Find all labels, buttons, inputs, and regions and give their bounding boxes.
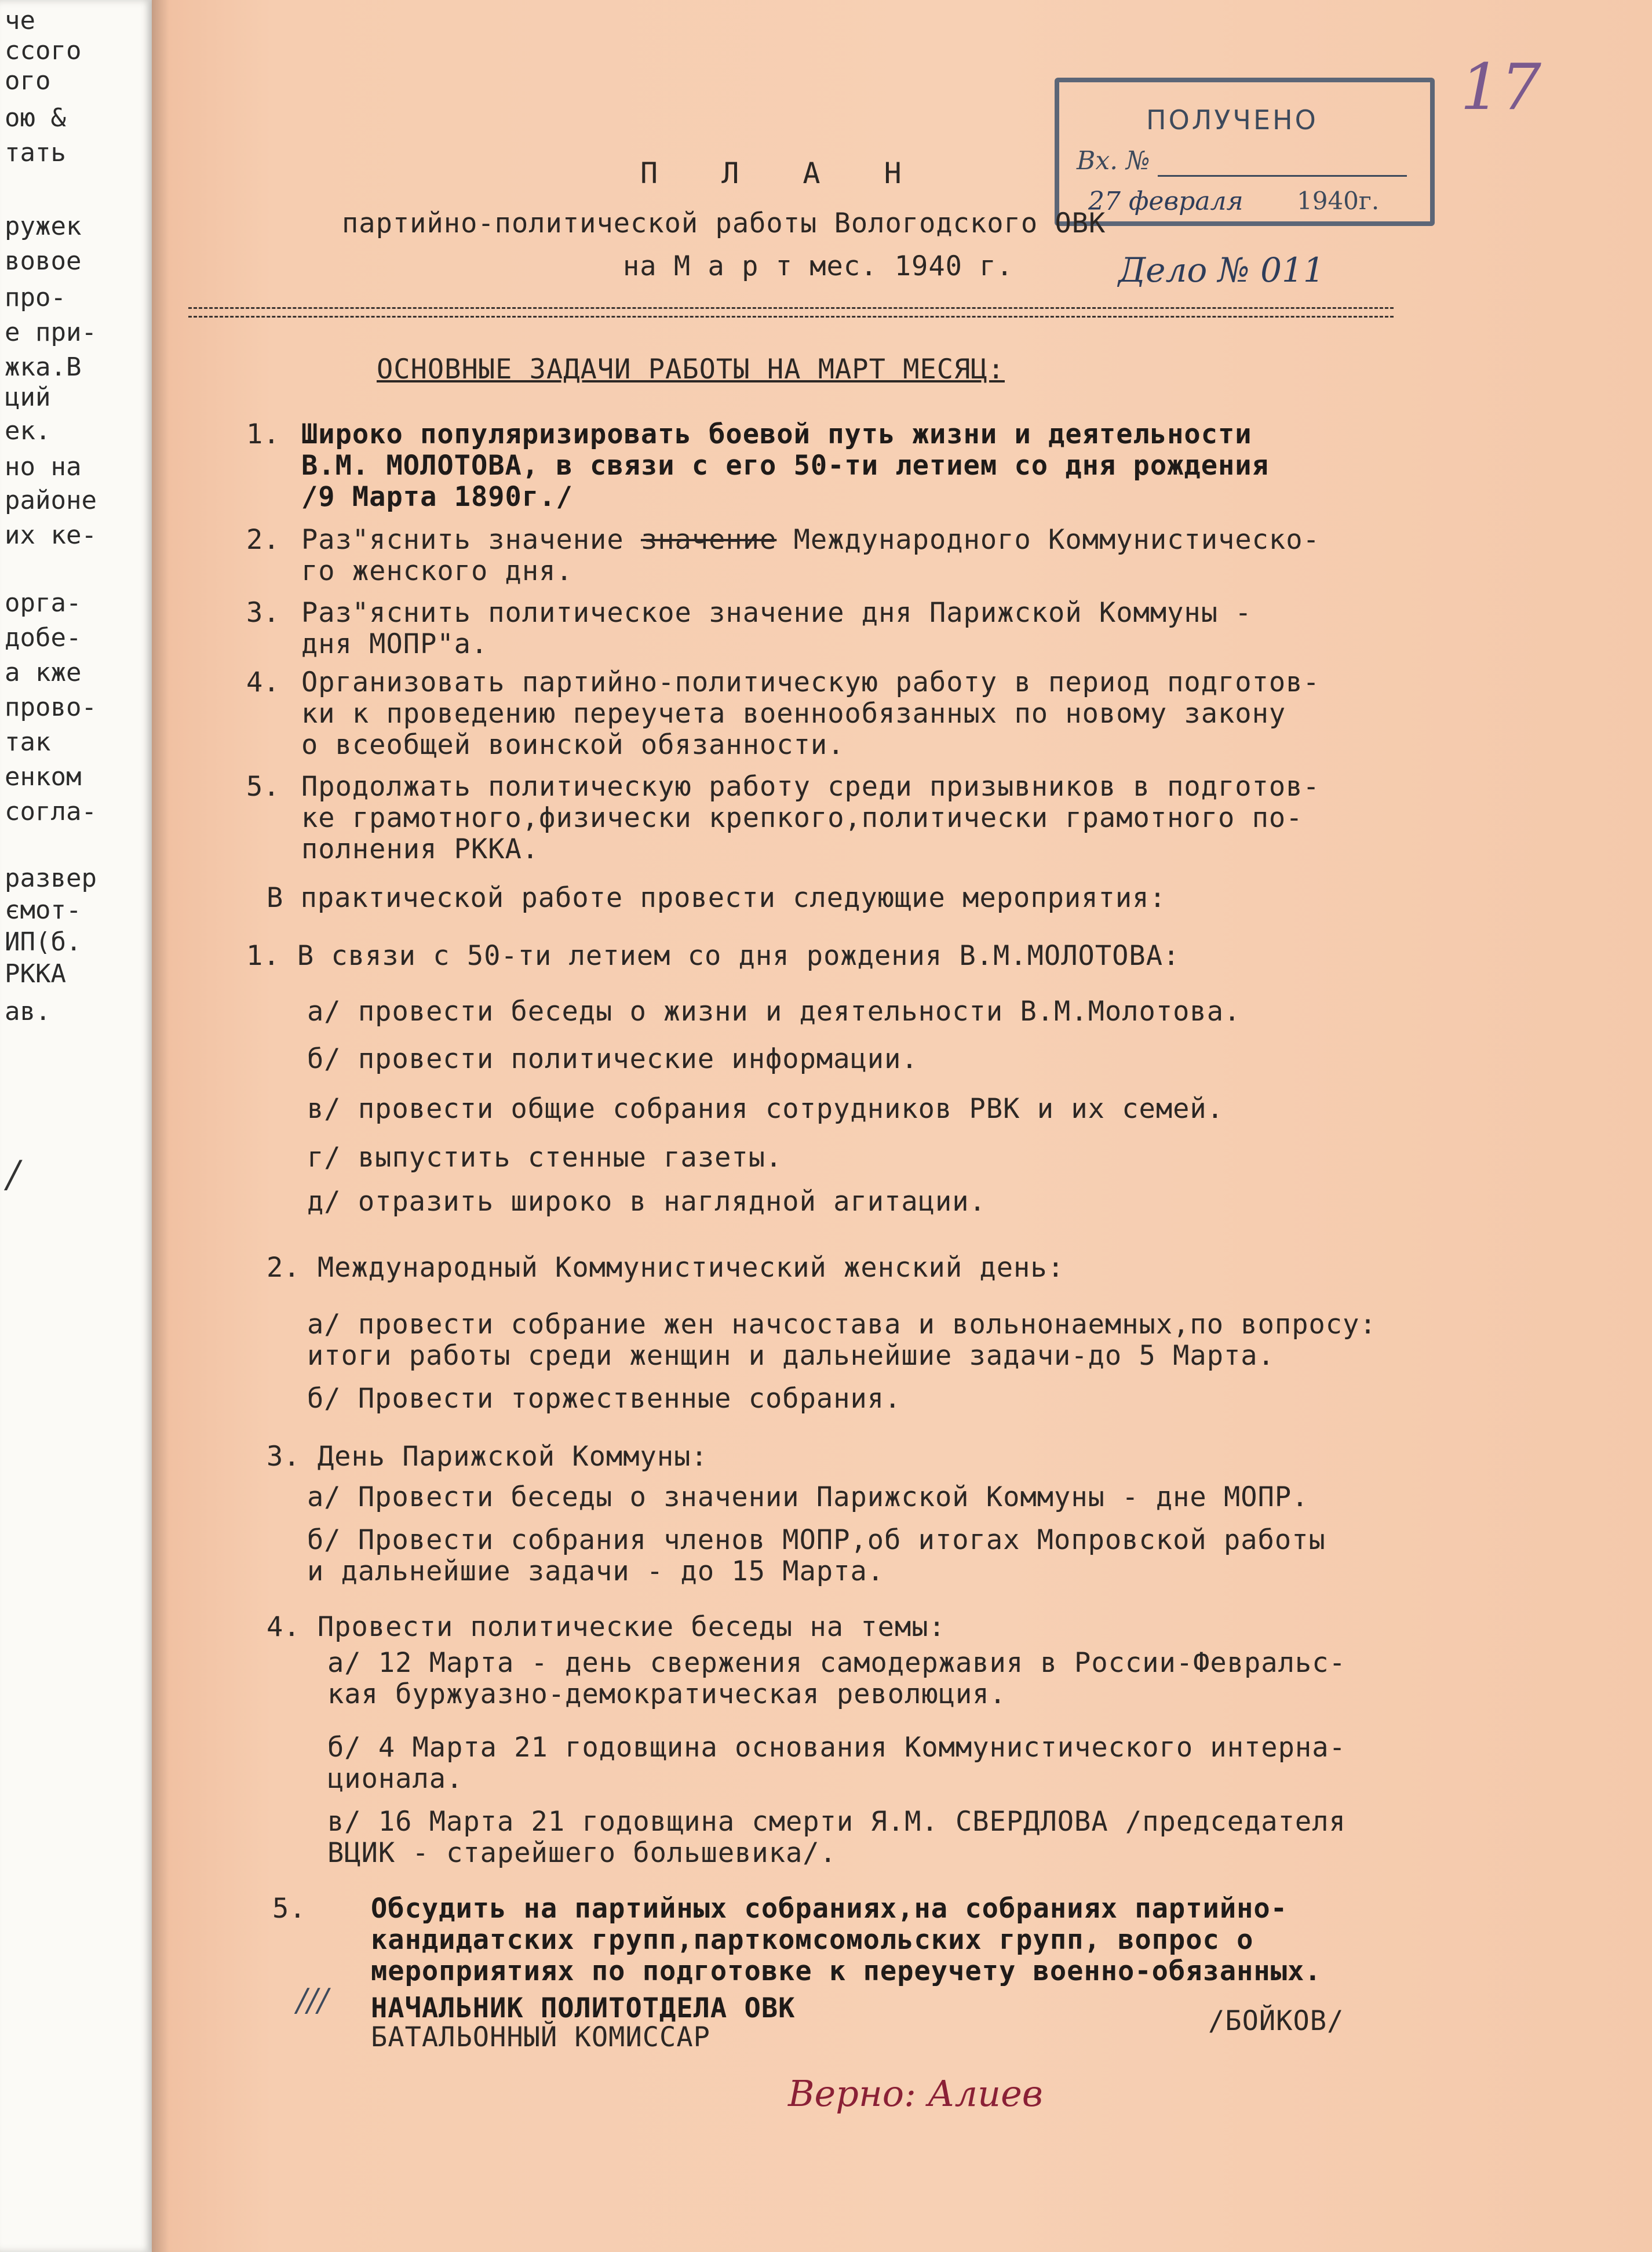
stamp-incoming-number-label: Вх. № (1077, 146, 1150, 176)
left-fragment: добе- (5, 623, 82, 653)
document-title: П Л А Н (640, 156, 925, 190)
left-fragment: согла- (5, 797, 97, 826)
left-fragment: енком (5, 762, 82, 792)
section-item: ВЦИК - старейшего большевика/. (327, 1837, 837, 1869)
task-line: Широко популяризировать боевой путь жизни и деятельности (301, 418, 1252, 450)
left-fragment: про- (5, 283, 66, 312)
certification-signature: Верно: Алиев (788, 2072, 1043, 2115)
signature-name: /БОЙКОВ/ (1208, 2005, 1344, 2037)
left-fragment: ою & (5, 103, 66, 133)
section-item: кая буржуазно-демократическая революция. (327, 1678, 1006, 1710)
stamp-date: 27 февраля (1088, 187, 1243, 216)
left-fragment: сcого (5, 36, 82, 65)
section-item: итоги работы среди женщин и дальнейшие задачи-до 5 Марта. (307, 1340, 1275, 1372)
left-fragment: орга- (5, 588, 82, 618)
section-item: а/ провести собрание жен начсостава и вольнонаемных,по вопросу: (307, 1309, 1377, 1340)
sheet-fold-shadow (152, 0, 169, 2252)
task-line: Продолжать политическую работу среди призывников в подготов- (301, 771, 1320, 803)
section-item: а/ 12 Марта - день свержения самодержавия в России-Февральс- (327, 1647, 1346, 1679)
left-fragment: районе (5, 486, 97, 515)
left-fragment: ого (5, 66, 51, 96)
file-number: Дело № 011 (1118, 250, 1325, 290)
left-fragment: их ке- (5, 520, 97, 550)
section-item: в/ провести общие собрания сотрудников РВК и их семей. (307, 1093, 1224, 1125)
section-item: ционала. (327, 1763, 464, 1795)
document-subtitle-line1: партийно-политической работы Вологодского ОВК (342, 207, 1106, 239)
task-line: ки к проведению переучета военнообязанных по новому закону (301, 698, 1286, 730)
section-header: 4. Провести политические беседы на темы: (267, 1611, 946, 1643)
main-tasks-heading: ОСНОВНЫЕ ЗАДАЧИ РАБОТЫ НА МАРТ МЕСЯЦ: (377, 354, 1005, 385)
left-fragment: е при- (5, 318, 97, 347)
section-item: д/ отразить широко в наглядной агитации. (307, 1186, 986, 1218)
left-fragment: так (5, 727, 51, 757)
left-fragment: развер (5, 863, 97, 893)
received-stamp (1055, 78, 1435, 226)
section-item: а/ провести беседы о жизни и деятельности В.М.Молотова. (307, 996, 1241, 1027)
left-fragment: ємот- (5, 895, 82, 925)
task-line: В.М. МОЛОТОВА, в связи с его 50-ти летием со дня рождения (301, 450, 1269, 482)
task-number: 1. (246, 418, 280, 450)
task-line: полнения РККА. (301, 833, 539, 865)
left-fragment: ИП(б. (5, 927, 82, 957)
left-fragment: ружек (5, 212, 82, 241)
signature-position: НАЧАЛЬНИК ПОЛИТОТДЕЛА ОВК (371, 1992, 796, 2024)
margin-slash-mark: / (7, 1153, 20, 1196)
left-fragment: ав. (5, 997, 51, 1026)
section-item: мероприятиях по подготовке к переучету военно-обязанных. (371, 1955, 1322, 1987)
task-line: о всеобщей воинской обязанности. (301, 729, 845, 761)
task-number: 2. (246, 524, 280, 556)
practical-intro: В практической работе провести следующие мероприятия: (267, 882, 1166, 914)
task-line: Раз"яснить политическое значение дня Парижской Коммуны - (301, 597, 1252, 629)
left-fragment: чe (5, 6, 35, 35)
left-fragment: вовое (5, 246, 82, 276)
signature-rank: БАТАЛЬОННЫЙ КОМИССАР (371, 2021, 710, 2053)
section-item: б/ провести политические информации. (307, 1043, 918, 1075)
section-item: а/ Провести беседы о значении Парижской Коммуны - дне МОПР. (307, 1481, 1309, 1513)
task-line: /9 Марта 1890г./ (301, 481, 573, 513)
stamp-year: 1940г. (1297, 187, 1380, 215)
section-item: и дальнейшие задачи - до 15 Марта. (307, 1555, 885, 1587)
left-fragment: но на (5, 452, 82, 482)
side-mark: /// (297, 1982, 329, 2018)
task-number: 4. (246, 666, 280, 698)
section-item: б/ 4 Марта 21 годовщина основания Коммунистического интерна- (327, 1732, 1346, 1763)
left-fragment: РККА (5, 959, 66, 989)
task-number: 3. (246, 597, 280, 629)
left-fragment: а кже (5, 658, 82, 687)
left-fragment: тать (5, 138, 66, 167)
stamp-number-line (1158, 175, 1407, 177)
section-item: кандидатских групп,парткомсомольских групп, вопрос о (371, 1924, 1254, 1956)
left-fragment: ек. (5, 416, 51, 446)
stamp-title: ПОЛУЧЕНО (1146, 104, 1318, 136)
task-line: Организовать партийно-политическую работу в период подготов- (301, 666, 1320, 698)
section-item: б/ Провести собрания членов МОПР,об итогах Мопровской работы (307, 1524, 1326, 1556)
task-number: 5. (246, 771, 280, 803)
task-line: го женского дня. (301, 555, 573, 587)
document-subtitle-line2: на М а р т мес. 1940 г. (623, 250, 1013, 282)
section-header: 3. День Парижской Коммуны: (267, 1441, 708, 1473)
section-header: 5. (272, 1893, 307, 1925)
task-line: Раз"яснить значение значение Международного Коммунистическо- (301, 524, 1320, 556)
section-header: 2. Международный Коммунистический женский день: (267, 1252, 1064, 1284)
section-header: 1. В связи с 50-ти летием со дня рождения В.М.МОЛОТОВА: (246, 940, 1180, 972)
task-line: дня МОПР"а. (301, 628, 488, 660)
title-divider (188, 307, 1394, 318)
page-number: 17 (1460, 50, 1541, 124)
left-fragment: жка.В (5, 352, 82, 382)
section-item: б/ Провести торжественные собрания. (307, 1383, 902, 1415)
section-item: Обсудить на партийных собраниях,на собраниях партийно- (371, 1893, 1288, 1925)
section-item: в/ 16 Марта 21 годовщина смерти Я.М. СВЕРДЛОВА /председателя (327, 1806, 1346, 1838)
left-fragment: прово- (5, 693, 97, 722)
task-line: ке грамотного,физически крепкого,политически грамотного по- (301, 802, 1303, 834)
section-item: г/ выпустить стенные газеты. (307, 1142, 783, 1174)
left-fragment: ций (5, 382, 51, 412)
